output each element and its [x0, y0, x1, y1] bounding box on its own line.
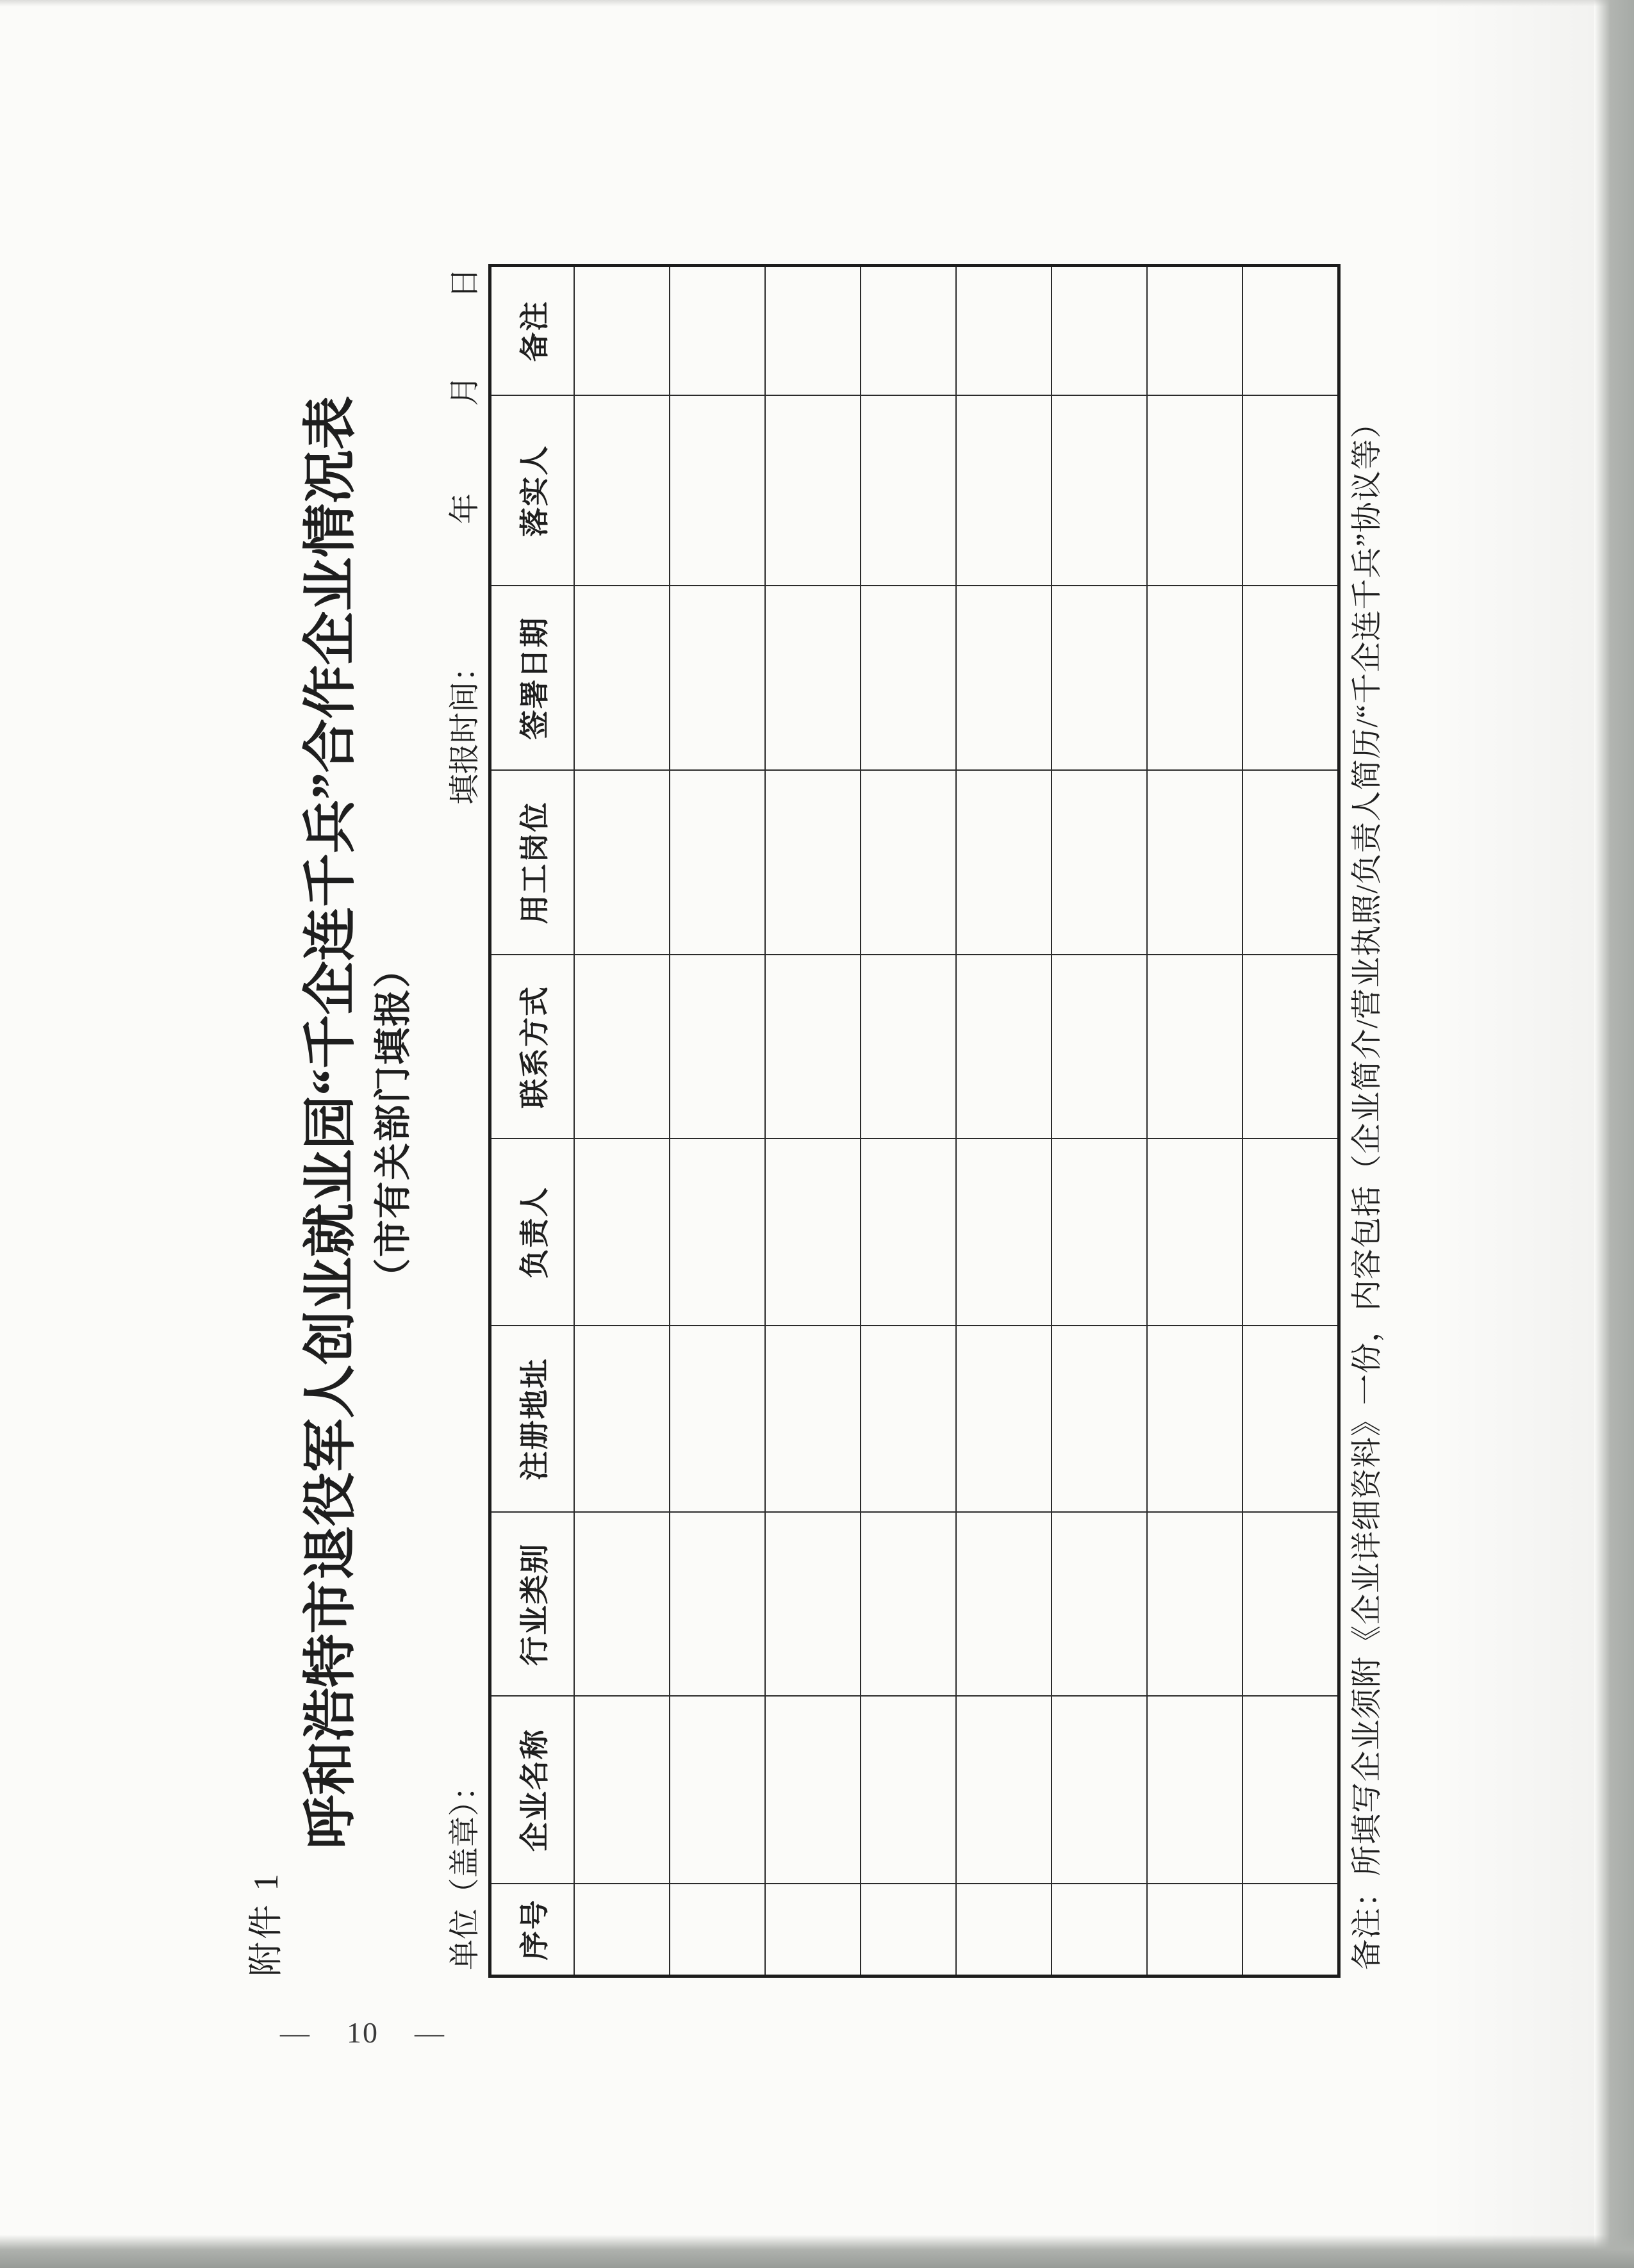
table-cell: [1242, 1326, 1339, 1513]
table-cell: [1147, 1139, 1242, 1326]
table-cell: [1147, 1326, 1242, 1513]
table-cell: [1052, 586, 1147, 771]
date-day-label: 日: [448, 267, 482, 299]
table-cell: [1052, 396, 1147, 586]
table-cell: [1242, 1139, 1339, 1326]
table-cell: [670, 396, 765, 586]
column-header: 备注: [490, 266, 575, 396]
table-row: [670, 266, 765, 1976]
table-cell: [1052, 1326, 1147, 1513]
footer-note: 备注：所填写企业须附《企业详细资料》一份，内容包括（企业简介/营业执照/负责人简历/“千企连千兵”协议等）: [1350, 407, 1384, 1970]
table-cell: [1242, 586, 1339, 771]
column-header: 落实人: [490, 396, 575, 586]
table-cell: [574, 586, 670, 771]
table-cell: [670, 586, 765, 771]
table-cell: [765, 266, 861, 396]
table-cell: [765, 1326, 861, 1513]
table-cell: [765, 396, 861, 586]
column-header: 用工岗位: [490, 771, 575, 955]
table-cell: [861, 266, 956, 396]
table-body: [574, 266, 1339, 1976]
table-cell: [1242, 955, 1339, 1139]
table-cell: [1147, 1697, 1242, 1884]
scan-edge-shadow-right: [1594, 0, 1634, 2268]
table-cell: [956, 1884, 1052, 1976]
table-row: [1242, 266, 1339, 1976]
table-cell: [956, 1139, 1052, 1326]
table-header-row: [490, 266, 575, 1976]
table-cell: [1242, 1697, 1339, 1884]
table-cell: [861, 396, 956, 586]
column-header: 行业类别: [490, 1513, 575, 1697]
form-subtitle: （市有关部门填报）: [372, 949, 414, 1296]
table-cell: [1052, 955, 1147, 1139]
table-cell: [574, 396, 670, 586]
table-cell: [1242, 1884, 1339, 1976]
table-cell: [574, 771, 670, 955]
column-header: 联系方式: [490, 955, 575, 1139]
table-cell: [574, 1697, 670, 1884]
table-cell: [1147, 1513, 1242, 1697]
table-cell: [574, 955, 670, 1139]
cooperation-enterprise-table: [488, 264, 1341, 1978]
report-time-label: 填报时间：: [448, 650, 482, 805]
table-cell: [861, 1697, 956, 1884]
table-row: [574, 266, 670, 1976]
table-cell: [1147, 586, 1242, 771]
date-year-label: 年: [448, 493, 482, 524]
table-row: [861, 266, 956, 1976]
scan-edge-shadow-bottom: [0, 2235, 1634, 2268]
page-number-value: 10: [347, 2016, 379, 2049]
scan-edge-shadow-top: [0, 0, 1634, 6]
table-cell: [1147, 771, 1242, 955]
table-cell: [765, 1513, 861, 1697]
attachment-label: 附件 1: [247, 1871, 285, 1976]
table-cell: [670, 1884, 765, 1976]
table-cell: [1147, 955, 1242, 1139]
table-cell: [1147, 396, 1242, 586]
column-header: 注册地址: [490, 1326, 575, 1513]
table-cell: [670, 266, 765, 396]
table-cell: [1052, 771, 1147, 955]
table-cell: [1147, 266, 1242, 396]
table-cell: [861, 771, 956, 955]
table-cell: [1052, 1697, 1147, 1884]
table-cell: [765, 1697, 861, 1884]
column-header: 序号: [490, 1884, 575, 1976]
scan-paper-shading: [1428, 0, 1594, 2268]
table-cell: [956, 396, 1052, 586]
table-cell: [574, 266, 670, 396]
table-cell: [670, 1513, 765, 1697]
table-row: [765, 266, 861, 1976]
table-cell: [861, 1326, 956, 1513]
table-cell: [1052, 1884, 1147, 1976]
table-cell: [574, 1513, 670, 1697]
table-cell: [956, 1697, 1052, 1884]
table-cell: [956, 1513, 1052, 1697]
table-cell: [861, 1513, 956, 1697]
table-cell: [1052, 1139, 1147, 1326]
page-number-dash-left: —: [280, 2016, 311, 2049]
table-cell: [670, 955, 765, 1139]
table-cell: [670, 1697, 765, 1884]
table-cell: [956, 771, 1052, 955]
table-cell: [574, 1326, 670, 1513]
table-cell: [1242, 771, 1339, 955]
table-cell: [956, 266, 1052, 396]
table-row: [1052, 266, 1147, 1976]
table-cell: [1242, 1513, 1339, 1697]
table-cell: [1052, 1513, 1147, 1697]
column-header: 签署日期: [490, 586, 575, 771]
table-cell: [1242, 396, 1339, 586]
table-cell: [574, 1139, 670, 1326]
table-cell: [861, 586, 956, 771]
date-month-label: 月: [448, 375, 482, 406]
table-cell: [765, 955, 861, 1139]
table-row: [1147, 266, 1242, 1976]
table-cell: [765, 586, 861, 771]
table-cell: [956, 955, 1052, 1139]
table-cell: [765, 1139, 861, 1326]
table-cell: [956, 1326, 1052, 1513]
form-title: 呼和浩特市退役军人创业就业园“千企连千兵”合作企业情况表: [301, 396, 361, 1850]
table-cell: [861, 955, 956, 1139]
table-cell: [765, 1884, 861, 1976]
table-cell: [670, 1139, 765, 1326]
table-cell: [861, 1139, 956, 1326]
table-cell: [765, 771, 861, 955]
table-cell: [1147, 1884, 1242, 1976]
page-number-dash-right: —: [415, 2016, 445, 2049]
table-cell: [861, 1884, 956, 1976]
table-cell: [1052, 266, 1147, 396]
table-cell: [670, 1326, 765, 1513]
column-header: 负责人: [490, 1139, 575, 1326]
table-cell: [956, 586, 1052, 771]
column-header: 企业名称: [490, 1697, 575, 1884]
table-row: [956, 266, 1052, 1976]
unit-seal-label: 单位（盖章）：: [448, 1770, 482, 1970]
table-cell: [670, 771, 765, 955]
page-number: [280, 2016, 445, 2050]
table-cell: [1242, 266, 1339, 396]
table-cell: [574, 1884, 670, 1976]
